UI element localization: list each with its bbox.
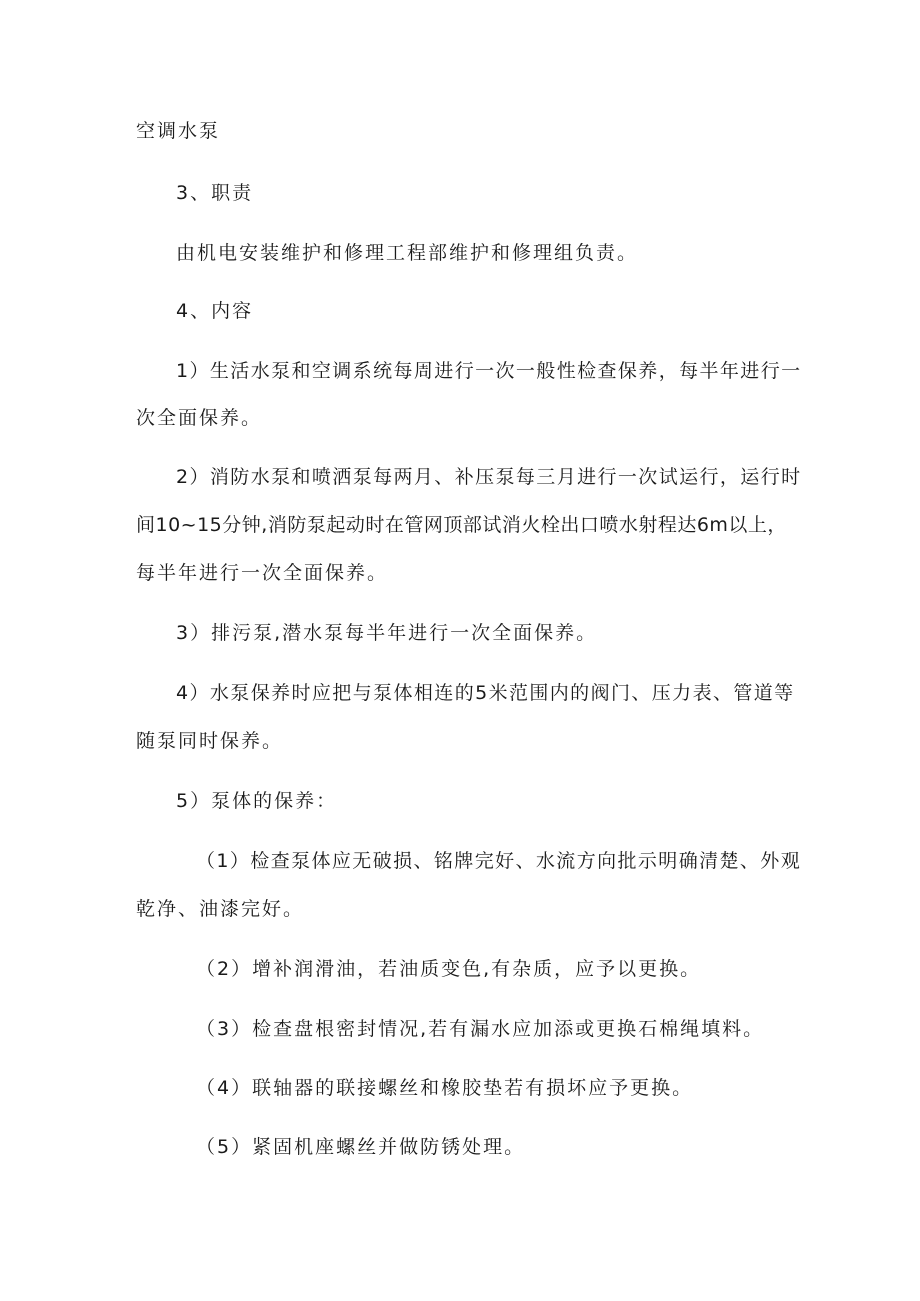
paragraph-responsibility: 由机电安装维护和修理工程部维护和修理组负责。 — [176, 242, 639, 264]
item-4-line-1: 4）水泵保养时应把与泵体相连的5米范围内的阀门、压力表、管道等 — [176, 682, 795, 704]
item-1-line-2: 次全面保养。 — [136, 407, 263, 429]
item-2-line-3: 每半年进行一次全面保养。 — [136, 562, 389, 584]
item-5-heading: 5）泵体的保养： — [176, 790, 338, 812]
subitem-1-line-1: （1）检查泵体应无破损、铭牌完好、水流方向批示明确清楚、外观 — [196, 850, 802, 872]
subitem-4: （4）联轴器的联接螺丝和橡胶垫若有损坏应予更换。 — [196, 1077, 694, 1099]
subitem-1-line-2: 乾净、油漆完好。 — [136, 898, 305, 920]
item-3: 3）排污泵,潜水泵每半年进行一次全面保养。 — [176, 622, 598, 644]
subitem-5: （5）紧固机座螺丝并做防锈处理。 — [196, 1136, 526, 1158]
section-title-air-conditioning-pump: 空调水泵 — [136, 120, 221, 142]
item-4-line-2: 随泵同时保养。 — [136, 730, 284, 752]
item-2-line-2: 间10~15分钟,消防泵起动时在管网顶部试消火栓出口喷水射程达6m以上， — [136, 514, 787, 536]
heading-responsibilities: 3、职责 — [176, 182, 254, 204]
heading-content: 4、内容 — [176, 300, 254, 322]
subitem-3: （3）检查盘根密封情况,若有漏水应加添或更换石棉绳填料。 — [196, 1018, 765, 1040]
item-2-line-1: 2）消防水泵和喷洒泵每两月、补压泵每三月进行一次试运行，运行时 — [176, 466, 802, 488]
subitem-2: （2）增补润滑油，若油质变色,有杂质，应予以更换。 — [196, 958, 702, 980]
item-1-line-1: 1）生活水泵和空调系统每周进行一次一般性检查保养，每半年进行一 — [176, 360, 802, 382]
